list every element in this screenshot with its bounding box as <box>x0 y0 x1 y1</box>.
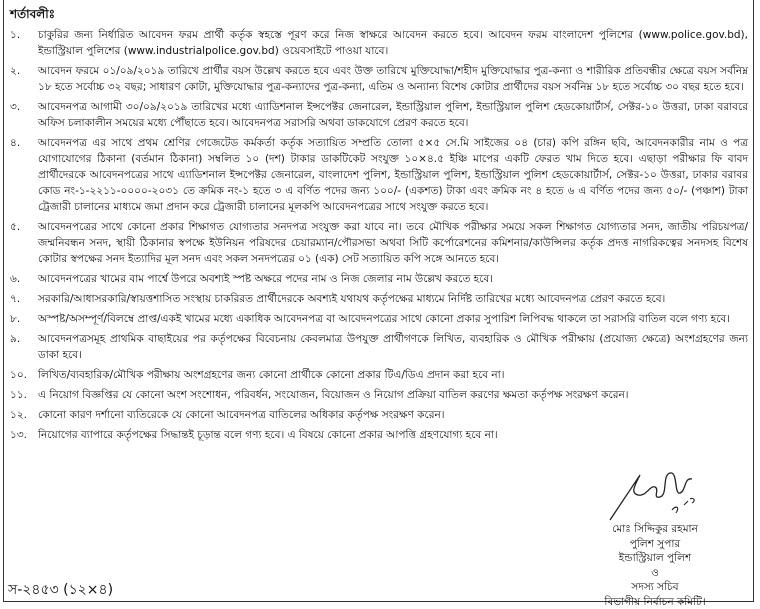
signatory-committee: বিভাগীয় নির্বাচন কমিটি। <box>560 595 750 609</box>
condition-item <box>10 331 748 363</box>
footer-code: স-২৪৫৩ (১২×৪) <box>8 578 113 602</box>
condition-text: আবেদনপত্রের খামের বাম পার্শ্বে উপরে অবশ্যই স্পষ্ট অক্ষরে পদের নাম ও নিজ জেলার নাম উল্লেখ করতে হবে। <box>38 271 748 287</box>
condition-text: আবেদনপত্র এর সাথে প্রথম শ্রেণির গেজেটেড কর্মকর্তা কর্তৃক সত্যায়িত সম্প্রতি তোলা ৫×৫ সে.মি সাইজের ০৪ (চার) কপি রঙ্গিন ছবি, আবেদনকারীর নাম ও পত্র যোগাযোগের ঠিকানা (বর্তমান ঠিকানা) সম্বলিত ১০ (দশ) টাকার ডাকটিকেট সংযুক্ত ১০×৪.৫ ইঞ্চি মাপের একটি ফেরত খাম দিতে হবে। এছাড়া পরীক্ষার ফি বাবদ প্রার্থীদেরকে আবেদনপত্রের সাথে এ্যাডিশনাল ইন্সপেক্টর জেনারেল, বাংলাদেশ পুলিশ, ইন্ডাস্ট্রিয়াল পুলিশ, ইন্ডাস্ট্রিয়াল পুলিশ হেডকোয়ার্টার্স, সেক্টর-১০ উত্তরা, ঢাকার বরাবর কোড নং-১-২২১১-০০০০-২০৩১ তে ক্রমিক নং-১ হতে ৩ এ বর্ণিত পদের জন্য ১০০/- (একশত) টাকা এবং ক্রমিক নং ৪ হতে ৬ এ বর্ণিত পদের জন্য ৫০/- (পঞ্চাশ) টাকা ট্রেজারী চালানের মাধ্যমে জমা প্রদান করে ট্রেজারী চালানের মূলকপি আবেদনপত্রের সাথে সংযুক্ত করতে হবে। <box>38 135 748 215</box>
conditions-list <box>10 27 748 447</box>
condition-item <box>10 99 748 131</box>
condition-item <box>10 367 748 383</box>
condition-number: ২. <box>10 63 38 95</box>
condition-item <box>10 219 748 267</box>
condition-text: আবেদনপত্র আগামী ৩০/০৯/২০১৯ তারিখের মধ্যে এ্যাডিশনাল ইন্সপেক্টর জেনারেল, ইন্ডাস্ট্রিয়াল পুলিশ, ইন্ডাস্ট্রিয়াল পুলিশ হেডকোয়ার্টার্স, সেক্টর-১০ উত্তরা, ঢাকা বরাবরে অফিস চলাকালীন সময়ের মধ্যে পৌঁছাতে হবে। আবেদনপত্র সরাসরি অথবা ডাকযোগে প্রেরণ করতে হবে। <box>38 99 748 131</box>
condition-number: ৭. <box>10 291 38 307</box>
condition-number: ১৩. <box>10 427 38 443</box>
condition-number: ১২. <box>10 407 38 423</box>
signatory-conjunction: ও <box>560 566 750 581</box>
condition-text: চাকুরির জন্য নির্ধারিত আবেদন ফরম প্রার্থী কর্তৃক স্বহস্তে পূরণ করে নিজ স্বাক্ষরে আবেদন করতে হবে। আবেদন ফরম বাংলাদেশ পুলিশের (www.police.gov.bd), ইন্ডাস্ট্রিয়াল পুলিশের (www.industrialpolice.gov.bd) ওয়েবসাইটে পাওয়া যাবে। <box>38 27 748 59</box>
condition-number: ৬. <box>10 271 38 287</box>
condition-item <box>10 135 748 215</box>
condition-item <box>10 387 748 403</box>
condition-text: আবেদনপত্রসমূহ প্রাথমিক বাছাইয়ের পর কর্তৃপক্ষের বিবেচনায় কেবলমাত্র উপযুক্ত প্রার্থীগণকে লিখিত, ব্যবহারিক ও মৌখিক পরীক্ষায় (প্রযোজ্য ক্ষেত্রে) অংশগ্রহণের জন্য ডাকা হবে। <box>38 331 748 363</box>
conditions-heading: শর্তাবলীঃ <box>10 6 55 26</box>
condition-number: ৩. <box>10 99 38 131</box>
condition-text: নিয়োগের ব্যাপারে কর্তৃপক্ষের সিদ্ধান্তই চূড়ান্ত বলে গণ্য হবে। এ বিষয়ে কোনো প্রকার আপত্তি গ্রহণযোগ্য হবে না। <box>38 427 748 443</box>
signature-block <box>560 522 750 609</box>
condition-text: সরকারি/আধাসরকারি/স্বায়ত্তশাসিত সংস্থায় চাকরিরত প্রার্থীদেরকে অবশ্যই যথাযথ কর্তৃপক্ষের মাধ্যমে নির্দিষ্ট তারিখের মধ্যে আবেদনপত্র প্রেরণ করতে হবে। <box>38 291 748 307</box>
condition-number: ৮. <box>10 311 38 327</box>
condition-text: এ নিয়োগ বিজ্ঞপ্তির যে কোনো অংশ সংশোধন, পরিবর্ধন, সংযোজন, বিয়োজন ও নিয়োগ প্রক্রিয়া বাতিল করণের ক্ষমতা কর্তৃপক্ষ সংরক্ষণ করেন। <box>38 387 748 403</box>
condition-number: ১০. <box>10 367 38 383</box>
signatory-role: সদস্য সচিব <box>560 580 750 595</box>
signatory-name: মোঃ সিদ্দিকুর রহমান <box>560 522 750 537</box>
condition-number: ৯. <box>10 331 38 363</box>
condition-number: ১১. <box>10 387 38 403</box>
condition-item <box>10 291 748 307</box>
signature-image <box>600 455 710 525</box>
condition-item <box>10 407 748 423</box>
condition-item <box>10 27 748 59</box>
condition-text: অস্পষ্ট/অসম্পূর্ণ/বিলম্বে প্রাপ্ত/একই খামের মধ্যে একাধিক আবেদনপত্র বা আবেদনপত্রের সাথে কোনো প্রকার সুপারিশ লিপিবদ্ধ থাকলে তা সরাসরি বাতিল বলে গণ্য হবে। <box>38 311 748 327</box>
condition-number: ৪. <box>10 135 38 215</box>
condition-text: আবেদন ফরমে ০১/০৯/২০১৯ তারিখে প্রার্থীর বয়স উল্লেখ করতে হবে এবং উক্ত তারিখে মুক্তিযোদ্ধা/শহীদ মুক্তিযোদ্ধার পুত্র-কন্যা ও শারীরিক প্রতিবন্ধীর ক্ষেত্রে বয়স সর্বনিম্ন ১৮ হতে সর্বোচ্চ ৩২ বছর; সাধারণ কোটা, মুক্তিযোদ্ধার পুত্র-কন্যাদের পুত্র-কন্যা, এতিম ও অন্যান্য বিশেষ কোটার প্রার্থীদের বয়স সর্বনিম্ন ১৮ হতে সর্বোচ্চ ৩০ বছর হতে হবে। <box>38 63 748 95</box>
condition-text: কোনো কারণ দর্শানো ব্যতিরেকে যে কোনো আবেদনপত্র বাতিলের অধিকার কর্তৃপক্ষ সংরক্ষণ করেন। <box>38 407 748 423</box>
condition-text: লিখিত/ব্যবহারিক/মৌখিক পরীক্ষায় অংশগ্রহণের জন্য কোনো প্রার্থীকে কোনো প্রকার টিএ/ডিএ প্রদান করা হবে না। <box>38 367 748 383</box>
condition-item <box>10 311 748 327</box>
signatory-designation: পুলিশ সুপার <box>560 537 750 552</box>
condition-item <box>10 271 748 287</box>
condition-number: ১. <box>10 27 38 59</box>
condition-item <box>10 63 748 95</box>
condition-text: আবেদনপত্রের সাথে কোনো প্রকার শিক্ষাগত যোগ্যতার সনদপত্র সংযুক্ত করা যাবে না। তবে মৌখিক পরীক্ষার সময়ে সকল শিক্ষাগত যোগ্যতার সনদ, জাতীয় পরিচয়পত্র/জম্মনিবন্ধন সনদ, স্থায়ী ঠিকানার স্বপক্ষে ইউনিয়ন পরিষদের চেয়ারম্যান/পৌরসভা অথবা সিটি কর্পোরেশনের কমিশনার/কাউন্সিলর কর্তৃক প্রদত্ত নাগরিকত্বের সনদসহ বিশেষ কোটার স্বপক্ষের সনদ ইত্যাদির মূল সনদ এবং সকল সনদপত্রের ০১ (এক) সেট সত্যায়িত কপি সঙ্গে আনতে হবে। <box>38 219 748 267</box>
signatory-unit: ইন্ডাস্ট্রিয়াল পুলিশ <box>560 551 750 566</box>
condition-number: ৫. <box>10 219 38 267</box>
condition-item <box>10 427 748 443</box>
